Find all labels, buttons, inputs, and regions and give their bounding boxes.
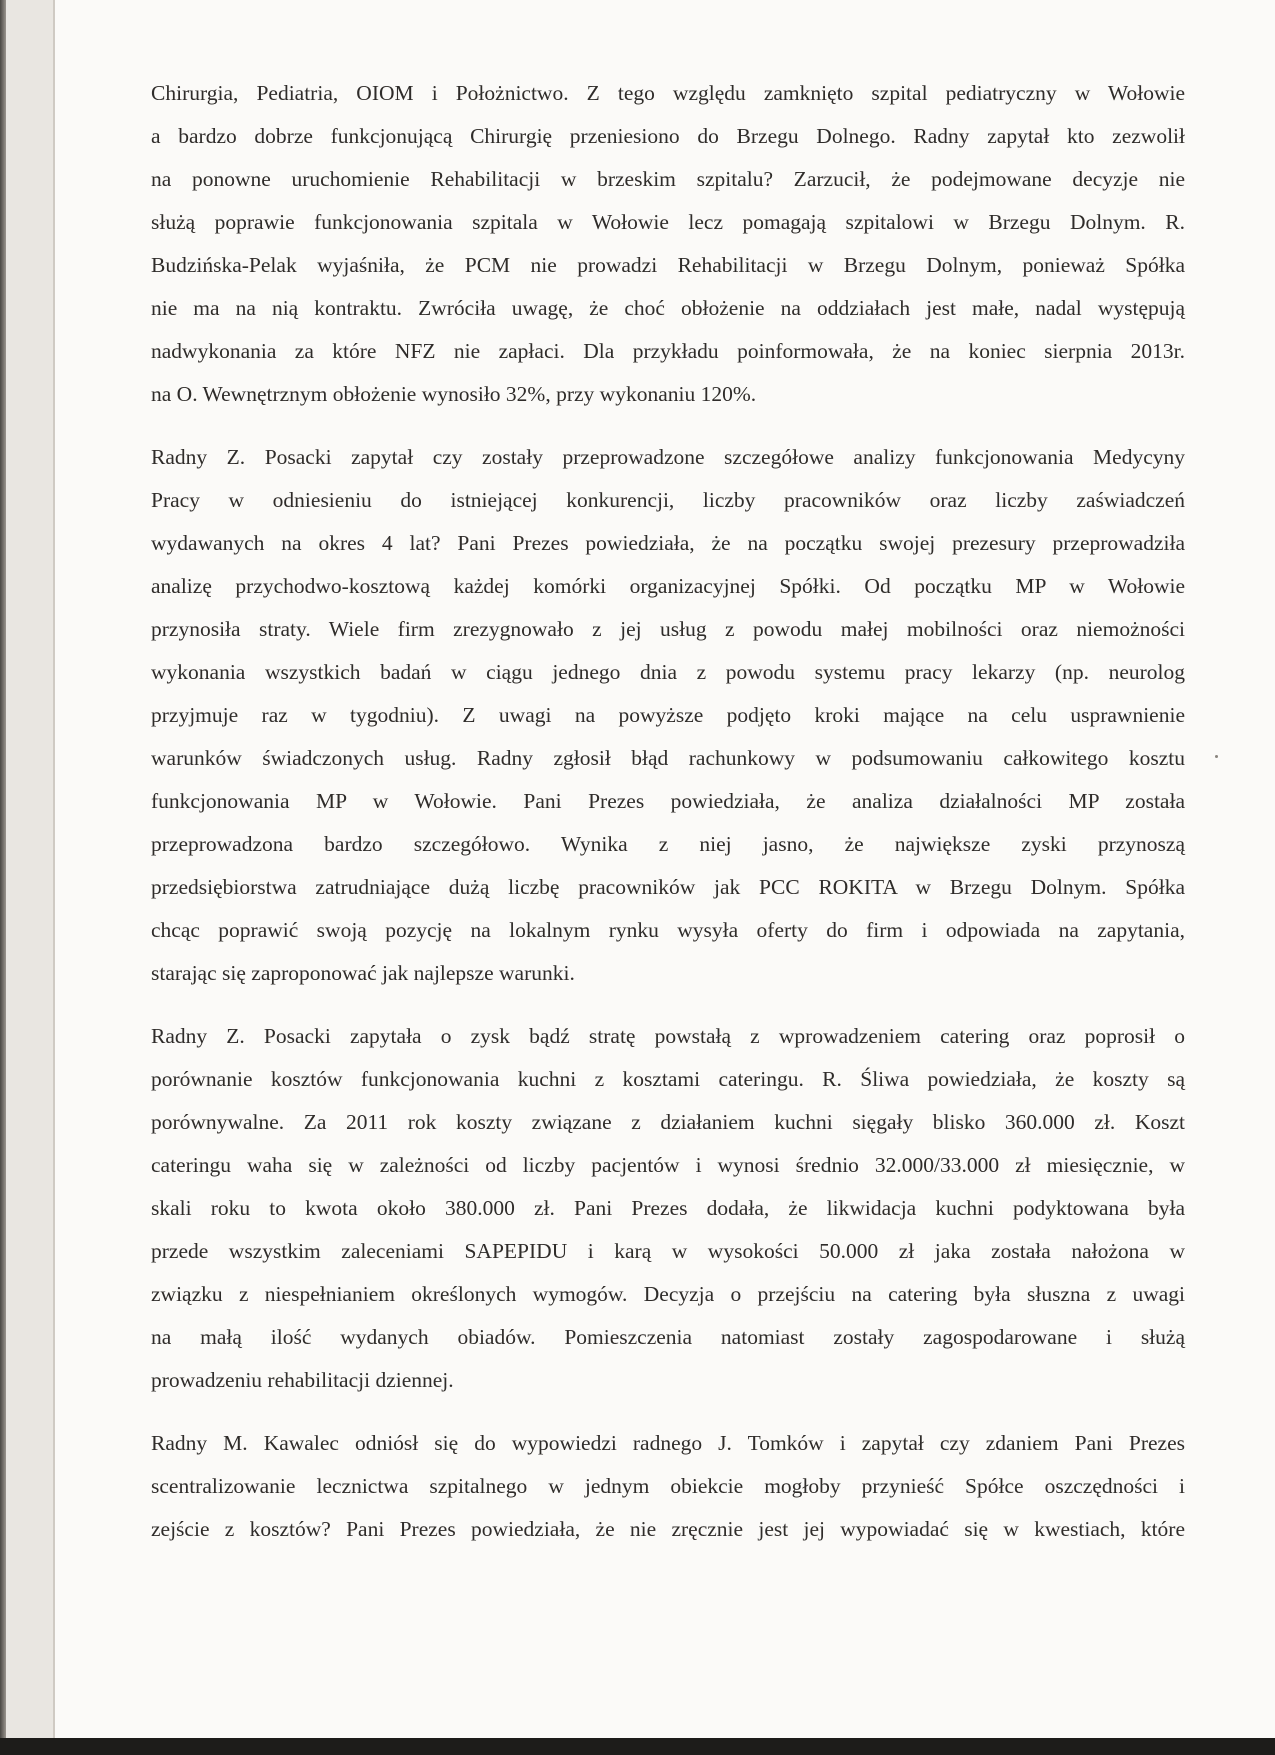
text-line: wykonania wszystkich badań w ciągu jednego dnia z powodu systemu pracy lekarzy (np. neurolog — [151, 660, 1185, 684]
text-line: scentralizowanie lecznictwa szpitalnego w jednym obiekcie mogłoby przynieść Spółce oszczędności i — [151, 1474, 1185, 1498]
paragraph-centralization-question — [151, 1422, 1185, 1551]
text-line: starając się zaproponować jak najlepsze warunki. — [151, 961, 575, 985]
text-line: na ponowne uruchomienie Rehabilitacji w brzeskim szpitalu? Zarzucił, że podejmowane decyzje nie — [151, 167, 1185, 191]
text-line: skali roku to kwota około 380.000 zł. Pani Prezes dodała, że likwidacja kuchni podyktowana była — [151, 1196, 1185, 1220]
text-line: Radny M. Kawalec odniósł się do wypowiedzi radnego J. Tomków i zapytał czy zdaniem Pani Prezes — [151, 1431, 1185, 1455]
text-line: przyjmuje raz w tygodniu). Z uwagi na powyższe podjęto kroki mające na celu usprawnienie — [151, 703, 1185, 727]
text-line: przedsiębiorstwa zatrudniające dużą liczbę pracowników jak PCC ROKITA w Brzegu Dolnym. Spółka — [151, 875, 1185, 899]
text-line: nadwykonania za które NFZ nie zapłaci. Dla przykładu poinformowała, że na koniec sierpnia 2013r. — [151, 339, 1185, 363]
scan-bottom-border — [0, 1738, 1275, 1755]
text-line: związku z niespełnianiem określonych wymogów. Decyzja o przejściu na catering była słuszna z uwagi — [151, 1282, 1185, 1306]
document-body — [151, 72, 1185, 1571]
text-line: Budzińska-Pelak wyjaśniła, że PCM nie prowadzi Rehabilitacji w Brzegu Dolnym, ponieważ Spółka — [151, 253, 1185, 277]
text-line: prowadzeniu rehabilitacji dziennej. — [151, 1368, 454, 1392]
text-line: zejście z kosztów? Pani Prezes powiedziała, że nie zręcznie jest jej wypowiadać się w kwestiach, które — [151, 1517, 1185, 1541]
paragraph-occupational-medicine — [151, 436, 1185, 995]
text-line: cateringu waha się w zależności od liczby pacjentów i wynosi średnio 32.000/33.000 zł miesięcznie, w — [151, 1153, 1185, 1177]
text-line: chcąc poprawić swoją pozycję na lokalnym rynku wysyła oferty do firm i odpowiada na zapytania, — [151, 918, 1185, 942]
text-line: analizę przychodwo-kosztową każdej komórki organizacyjnej Spółki. Od początku MP w Wołowie — [151, 574, 1185, 598]
text-line: nie ma na nią kontraktu. Zwróciła uwagę, że choć obłożenie na oddziałach jest małe, nadal występują — [151, 296, 1185, 320]
scan-speck — [1215, 755, 1218, 758]
text-line: Pracy w odniesieniu do istniejącej konkurencji, liczby pracowników oraz liczby zaświadczeń — [151, 488, 1185, 512]
scan-binding-shadow — [0, 0, 6, 1755]
text-line: a bardzo dobrze funkcjonującą Chirurgię przeniesiono do Brzegu Dolnego. Radny zapytał kto zezwolił — [151, 124, 1185, 148]
text-line: Radny Z. Posacki zapytał czy zostały przeprowadzone szczegółowe analizy funkcjonowania Medycyny — [151, 445, 1185, 469]
text-line: funkcjonowania MP w Wołowie. Pani Prezes powiedziała, że analiza działalności MP została — [151, 789, 1185, 813]
text-line: przeprowadzona bardzo szczegółowo. Wynika z niej jasno, że największe zyski przynoszą — [151, 832, 1185, 856]
text-line: porównanie kosztów funkcjonowania kuchni z kosztami cateringu. R. Śliwa powiedziała, że koszty są — [151, 1067, 1185, 1091]
text-line: Radny Z. Posacki zapytała o zysk bądź stratę powstałą z wprowadzeniem catering oraz poprosił o — [151, 1024, 1185, 1048]
text-line: na małą ilość wydanych obiadów. Pomieszczenia natomiast zostały zagospodarowane i służą — [151, 1325, 1185, 1349]
text-line: porównywalne. Za 2011 rok koszty związane z działaniem kuchni sięgały blisko 360.000 zł. Koszt — [151, 1110, 1185, 1134]
text-line: wydawanych na okres 4 lat? Pani Prezes powiedziała, że na początku swojej prezesury przeprowadziła — [151, 531, 1185, 555]
text-line: służą poprawie funkcjonowania szpitala w Wołowie lecz pomagają szpitalowi w Brzegu Dolnym. R. — [151, 210, 1185, 234]
text-line: na O. Wewnętrznym obłożenie wynosiło 32%, przy wykonaniu 120%. — [151, 382, 757, 406]
text-line: Chirurgia, Pediatria, OIOM i Położnictwo. Z tego względu zamknięto szpital pediatryczny w Wołowie — [151, 81, 1185, 105]
scan-left-margin — [0, 0, 55, 1755]
text-line: przynosiła straty. Wiele firm zrezygnowało z jej usług z powodu małej mobilności oraz niemożności — [151, 617, 1185, 641]
paragraph-catering-costs — [151, 1015, 1185, 1402]
paragraph-hospital-departments — [151, 72, 1185, 416]
text-line: warunków świadczonych usług. Radny zgłosił błąd rachunkowy w podsumowaniu całkowitego kosztu — [151, 746, 1185, 770]
text-line: przede wszystkim zaleceniami SAPEPIDU i karą w wysokości 50.000 zł jaka została nałożona w — [151, 1239, 1185, 1263]
